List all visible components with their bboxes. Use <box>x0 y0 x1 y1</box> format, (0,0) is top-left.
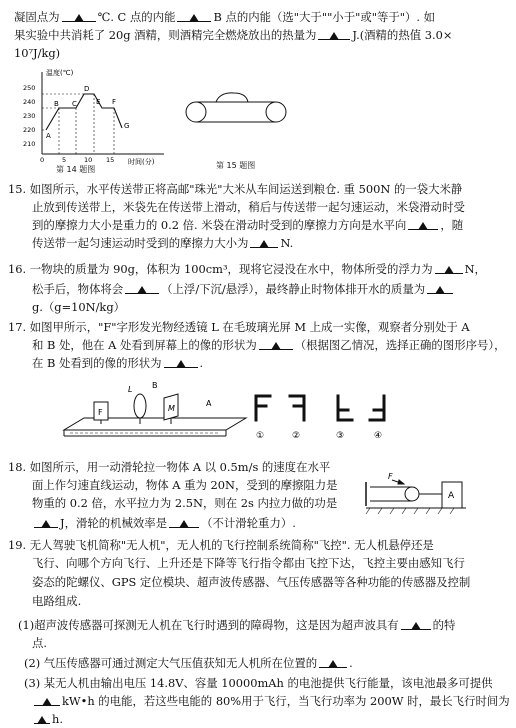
triangle-icon <box>259 240 269 248</box>
answer-blank[interactable] <box>319 656 347 668</box>
triangle-icon <box>418 222 428 230</box>
triangle-icon <box>328 660 338 668</box>
fig18-pulley <box>362 470 472 516</box>
triangle-icon <box>189 14 199 22</box>
q18-line2: 面上作匀速直线运动，物体 A 重为 20N，受到的摩擦阻力是 <box>32 478 338 492</box>
option-label: ② <box>292 431 301 441</box>
q16-line3: g.（g=10N/kg） <box>32 300 126 314</box>
roller-left <box>186 102 206 122</box>
triangle-icon <box>137 286 147 294</box>
option-label: ① <box>256 431 265 441</box>
q19-sub1: (1)超声波传感器可探测无人机在飞行时遇到的障碍物，这是因为超声波具有 的特 <box>18 618 456 632</box>
q16-line2: 松手后，物体将会 （上浮/下沉/悬浮），最终静止时物体排开水的质量为 <box>32 282 455 296</box>
triangle-icon <box>37 716 47 724</box>
fig14-graph <box>14 66 174 166</box>
answer-blank[interactable] <box>427 282 453 294</box>
option-label: ④ <box>374 431 383 441</box>
option-label: ③ <box>336 431 345 441</box>
triangle-icon <box>176 360 186 368</box>
q18-line4: J，滑轮的机械效率是 （不计滑轮重力）. <box>32 516 296 530</box>
point-label: C <box>72 100 77 108</box>
option3-glyph <box>338 396 352 420</box>
y-tick: 210 <box>23 140 36 148</box>
lens <box>134 394 146 418</box>
triangle-icon <box>411 622 421 630</box>
triangle-icon <box>444 266 454 274</box>
option1-glyph <box>256 396 270 420</box>
q19-sub3-line3: h. <box>32 712 63 726</box>
label-b: B <box>152 381 158 390</box>
x-tick: 0 <box>40 156 45 164</box>
fig14-xlabel: 时间(分) <box>128 158 155 166</box>
q14-line1: 凝固点为 ℃. C 点的内能 B 点的内能（选"大于""小于"或"等于"）. 如 <box>14 10 435 24</box>
q19-line3: 姿态的陀螺仪、GPS 定位模块、超声波传感器、气压传感器等各种功能的传感器及控制 <box>32 575 471 589</box>
fig14-caption: 第 14 题图 <box>56 165 96 174</box>
point-label: G <box>124 122 130 130</box>
answer-blank[interactable] <box>34 712 50 724</box>
fig15-conveyor <box>182 90 292 130</box>
q17-line1: 17. 如图甲所示，"F"字形发光物经透镜 L 在毛玻璃光屏 M 上成一实像，观察者分别处于 A <box>8 320 470 334</box>
label-m: M <box>168 404 175 413</box>
triangle-icon <box>74 14 84 22</box>
option2-glyph <box>290 396 304 420</box>
triangle-icon <box>435 286 445 294</box>
y-tick: 240 <box>23 98 36 106</box>
answer-blank[interactable] <box>125 282 159 294</box>
q17-line2: 和 B 处，他在 A 处看到屏幕上的像的形状为 （根据图乙情况，选择正确的图形序号）， <box>32 338 506 352</box>
fig15-caption: 第 15 题图 <box>216 161 256 170</box>
q14-line3: 10⁷J/kg) <box>14 46 61 60</box>
answer-blank[interactable] <box>177 10 211 22</box>
answer-blank[interactable] <box>318 28 350 40</box>
y-tick: 250 <box>23 84 36 92</box>
triangle-icon <box>42 698 52 706</box>
fig17-optical-bench <box>60 378 250 444</box>
label-a: A <box>206 399 212 408</box>
answer-blank[interactable] <box>169 516 199 528</box>
x-tick: 5 <box>62 156 67 164</box>
q15-line2: 止放到传送带上，米袋先在传送带上滑动，稍后与传送带一起匀速运动，米袋滑动时受 <box>32 200 465 214</box>
answer-blank[interactable] <box>164 356 198 368</box>
q19-line2: 飞行、向哪个方向飞行、上升还是下降等飞行指令都由飞控下达，飞控主要由感知飞行 <box>32 556 465 570</box>
q18-line3: 物重的 0.2 倍，水平拉力为 2.5N，则在 2s 内拉力做的功是 <box>32 496 338 510</box>
answer-blank[interactable] <box>34 694 60 706</box>
triangle-icon <box>271 342 281 350</box>
label-a: A <box>448 491 455 501</box>
q17-line3: 在 B 处看到的像的形状为 . <box>32 356 204 370</box>
q15-line3: 到的摩擦力大小是重力的 0.2 倍. 米袋在滑动时受到的摩擦力方向是水平向 ，随 <box>32 218 464 232</box>
answer-blank[interactable] <box>259 338 293 350</box>
x-tick: 10 <box>84 156 93 164</box>
answer-blank[interactable] <box>408 218 438 230</box>
label-l: L <box>128 385 133 394</box>
y-tick: 230 <box>23 112 36 120</box>
q19-line4: 电路组成. <box>32 594 82 608</box>
point-label: B <box>54 100 59 108</box>
bench <box>64 418 246 430</box>
answer-blank[interactable] <box>62 10 96 22</box>
rice-bag <box>216 93 248 102</box>
q19-sub3: (3) 某无人机由输出电压 14.8V、容量 10000mAh 的电池提供飞行能量，该电池最多可提供 <box>24 676 493 690</box>
q15-line1: 15. 如图所示，水平传送带正将高邮"珠光"大米从车间运送到粮仓. 重 500N 的一袋大米静 <box>8 182 463 196</box>
q19-sub1-cont: 点. <box>32 636 48 650</box>
y-tick: 220 <box>23 126 36 134</box>
point-label: E <box>96 98 101 106</box>
pulley-wheel <box>405 487 419 501</box>
answer-blank[interactable] <box>401 618 431 630</box>
triangle-icon <box>179 520 189 528</box>
point-label: A <box>46 132 51 140</box>
q16-line1: 16. 一物块的质量为 90g，体积为 100cm³，现将它浸没在水中，物体所受的浮力为 N， <box>8 262 486 276</box>
triangle-icon <box>41 520 51 528</box>
fig14-ylabel: 温度(℃) <box>46 69 74 77</box>
q19-sub2: (2) 气压传感器可通过测定大气压值获知无人机所在位置的 . <box>24 656 353 670</box>
q18-line1: 18. 如图所示，用一动滑轮拉一物体 A 以 0.5m/s 的速度在水平 <box>8 460 331 474</box>
q19-line1: 19. 无人驾驶飞机简称"无人机"，无人机的飞行控制系统简称"飞控". 无人机悬停还是 <box>8 538 434 552</box>
option4-glyph <box>370 396 384 420</box>
point-label: D <box>84 85 90 93</box>
q15-line4: 传送带一起匀速运动时受到的摩擦力大小为 N. <box>32 236 294 250</box>
roller-right <box>266 102 286 122</box>
triangle-icon <box>329 32 339 40</box>
q19-sub3-line2: kW•h 的电能，若这些电能的 80%用于飞行，当飞行功率为 200W 时，最长飞行时间为 <box>32 694 510 708</box>
fig17-image-options <box>250 392 420 442</box>
x-tick: 15 <box>106 156 115 164</box>
q14-line2: 果实验中共消耗了 20g 酒精，则酒精完全燃烧放出的热量为 J.(酒精的热值 3.0× <box>14 28 453 42</box>
answer-blank[interactable] <box>250 236 278 248</box>
point-label: F <box>112 98 117 106</box>
label-f: F <box>98 408 103 417</box>
label-f: F <box>388 472 393 481</box>
answer-blank[interactable] <box>34 516 58 528</box>
answer-blank[interactable] <box>435 262 463 274</box>
